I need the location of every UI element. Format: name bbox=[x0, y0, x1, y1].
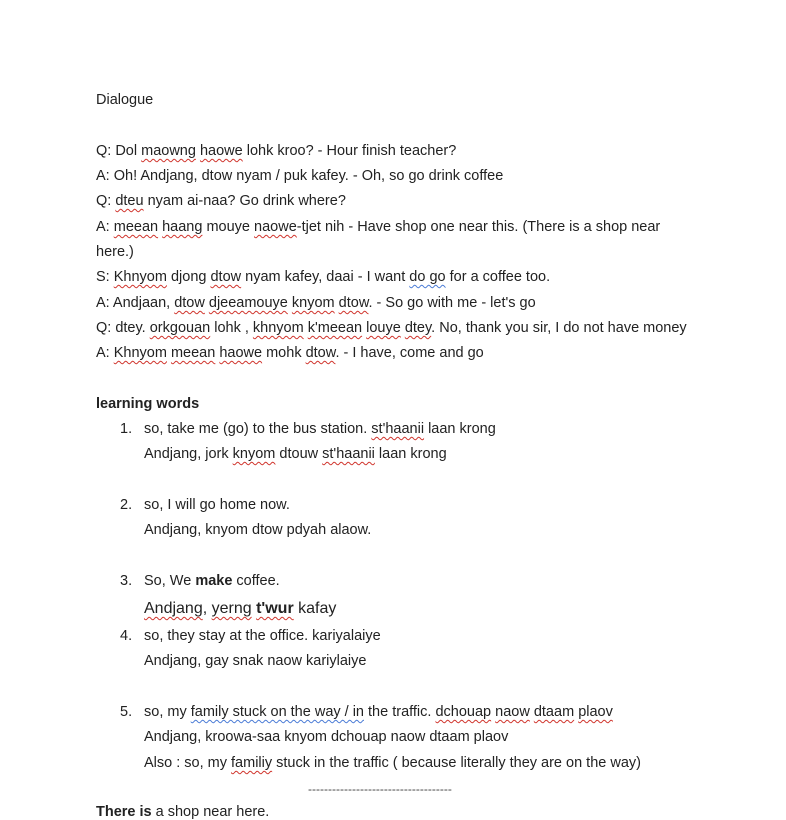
text-run: so, my bbox=[144, 704, 191, 720]
spellcheck-flagged-text: dtow bbox=[210, 269, 242, 285]
list-item-line bbox=[144, 446, 447, 462]
text-run: A: Oh! Andjang, dtow nyam / puk kafey. - Oh, so go drink coffee bbox=[96, 168, 504, 184]
spellcheck-flagged-text: dtow bbox=[305, 345, 336, 361]
spellcheck-flagged-text: Khnyom bbox=[113, 269, 167, 285]
spellcheck-flagged-text: haowe bbox=[199, 143, 243, 159]
spellcheck-flagged-text: dteu bbox=[115, 193, 144, 209]
spellcheck-flagged-text: haang bbox=[162, 219, 203, 235]
text-run: Andjang, jork bbox=[144, 446, 233, 462]
text-run: nyam kafey, daai - I want bbox=[241, 269, 410, 285]
text-run: Q: bbox=[96, 193, 116, 209]
spellcheck-flagged-text: st'haanii bbox=[371, 421, 425, 437]
text-run: Andjang, gay snak naow kariylaiye bbox=[144, 653, 367, 669]
list-item-line bbox=[144, 653, 366, 669]
footer-line bbox=[96, 804, 269, 820]
spellcheck-flagged-text: dtey bbox=[404, 320, 432, 336]
dialogue-line bbox=[96, 168, 503, 184]
text-run: There is bbox=[96, 804, 152, 820]
list-item-line bbox=[144, 421, 496, 437]
grammar-flagged-text: family stuck on the way / in bbox=[190, 704, 364, 720]
spellcheck-flagged-text: naowe bbox=[254, 219, 297, 235]
list-item-line bbox=[144, 522, 371, 538]
text-run: for a coffee too. bbox=[445, 269, 551, 285]
text-run: . - I have, come and go bbox=[335, 345, 484, 361]
spellcheck-flagged-text: k'meean bbox=[307, 320, 363, 336]
list-number: 5. bbox=[120, 704, 133, 720]
list-item-line bbox=[144, 573, 280, 589]
spellcheck-flagged-text: djeeamouye bbox=[208, 295, 288, 311]
spellcheck-flagged-text: haowe bbox=[219, 345, 263, 361]
text-run: Q: dtey. bbox=[96, 320, 150, 336]
text-run: Also : so, my bbox=[144, 755, 232, 771]
text-run: mohk bbox=[262, 345, 306, 361]
spellcheck-flagged-text: Khnyom bbox=[113, 345, 167, 361]
text-run: so, they stay at the office. kariyalaiye bbox=[144, 628, 381, 644]
text-run: -tjet nih - Have shop one near this. (There is a shop near bbox=[296, 219, 661, 235]
dialogue-line bbox=[96, 269, 550, 285]
text-run: nyam ai-naa? Go drink where? bbox=[143, 193, 346, 209]
text-run: kafay bbox=[293, 600, 337, 617]
text-run: lohk kroo? - Hour finish teacher? bbox=[242, 143, 457, 159]
dialogue-line bbox=[96, 320, 687, 336]
text-run: lohk , bbox=[210, 320, 253, 336]
text-run: a shop near here. bbox=[151, 804, 270, 820]
dialogue-line bbox=[96, 219, 660, 235]
text-run: laan krong bbox=[374, 446, 447, 462]
spellcheck-flagged-text: yerng bbox=[211, 600, 252, 617]
text-run: make bbox=[195, 573, 233, 589]
text-run: so, I will go home now. bbox=[144, 497, 290, 513]
text-run: dtouw bbox=[275, 446, 323, 462]
section-heading: learning words bbox=[96, 396, 200, 412]
doc-title: Dialogue bbox=[96, 92, 154, 108]
text-run: laan krong bbox=[424, 421, 496, 437]
spellcheck-flagged-text: dtow bbox=[174, 295, 205, 311]
spellcheck-flagged-text: dtaam bbox=[533, 704, 575, 720]
list-item-line bbox=[144, 497, 290, 513]
text-run: so, take me (go) to the bus station. bbox=[144, 421, 372, 437]
text-run: mouye bbox=[202, 219, 255, 235]
separator-line: ------------------------------------ bbox=[308, 782, 452, 796]
text-run: . No, thank you sir, I do not have money bbox=[431, 320, 687, 336]
text-run: Andjang, kroowa-saa knyom dchouap naow dtaam plaov bbox=[144, 729, 509, 745]
list-item-line bbox=[144, 628, 381, 644]
list-item-line bbox=[144, 729, 508, 745]
grammar-flagged-text: do go bbox=[409, 269, 446, 285]
spellcheck-flagged-text: st'haanii bbox=[322, 446, 375, 462]
list-number: 3. bbox=[120, 573, 133, 589]
dialogue-line bbox=[96, 143, 456, 159]
dialogue-line bbox=[96, 244, 134, 260]
spellcheck-flagged-text: meean bbox=[113, 219, 159, 235]
list-number: 2. bbox=[120, 497, 133, 513]
spellcheck-flagged-text: familiy bbox=[231, 755, 273, 771]
list-item-line bbox=[144, 704, 613, 720]
text-run: Q: Dol bbox=[96, 143, 142, 159]
text-run: A: bbox=[96, 345, 114, 361]
text-run: the traffic. bbox=[364, 704, 436, 720]
list-number: 4. bbox=[120, 628, 133, 644]
text-run: So, We bbox=[144, 573, 196, 589]
spellcheck-flagged-text: khnyom bbox=[252, 320, 304, 336]
text-run: djong bbox=[166, 269, 211, 285]
spellcheck-flagged-text: knyom bbox=[291, 295, 335, 311]
text-run: stuck in the traffic ( because literally they are on the way) bbox=[272, 755, 641, 771]
text-run: A: bbox=[96, 219, 114, 235]
spellcheck-flagged-text: knyom bbox=[232, 446, 276, 462]
text-run: , bbox=[202, 600, 212, 617]
text-run: here.) bbox=[96, 244, 134, 260]
spellcheck-flagged-text: dchouap bbox=[435, 704, 492, 720]
spellcheck-flagged-text: Andjang bbox=[144, 600, 203, 617]
dialogue-line bbox=[96, 345, 484, 361]
list-number: 1. bbox=[120, 421, 133, 437]
spellcheck-flagged-text: t'wur bbox=[256, 600, 294, 617]
list-item-line bbox=[144, 755, 641, 771]
text-run: A: Andjaan, bbox=[96, 295, 175, 311]
spellcheck-flagged-text: louye bbox=[366, 320, 401, 336]
dialogue-line bbox=[96, 295, 536, 311]
spellcheck-flagged-text: maowng bbox=[141, 143, 196, 159]
text-run: Andjang, knyom dtow pdyah alaow. bbox=[144, 522, 372, 538]
text-run: S: bbox=[96, 269, 114, 285]
spellcheck-flagged-text: meean bbox=[170, 345, 216, 361]
text-run: coffee. bbox=[232, 573, 280, 589]
spellcheck-flagged-text: orkgouan bbox=[149, 320, 211, 336]
spellcheck-flagged-text: plaov bbox=[578, 704, 613, 720]
dialogue-line bbox=[96, 193, 346, 209]
text-run: . - So go with me - let's go bbox=[368, 295, 536, 311]
spellcheck-flagged-text: dtow bbox=[338, 295, 369, 311]
list-item-line bbox=[144, 600, 336, 618]
spellcheck-flagged-text: naow bbox=[495, 704, 530, 720]
